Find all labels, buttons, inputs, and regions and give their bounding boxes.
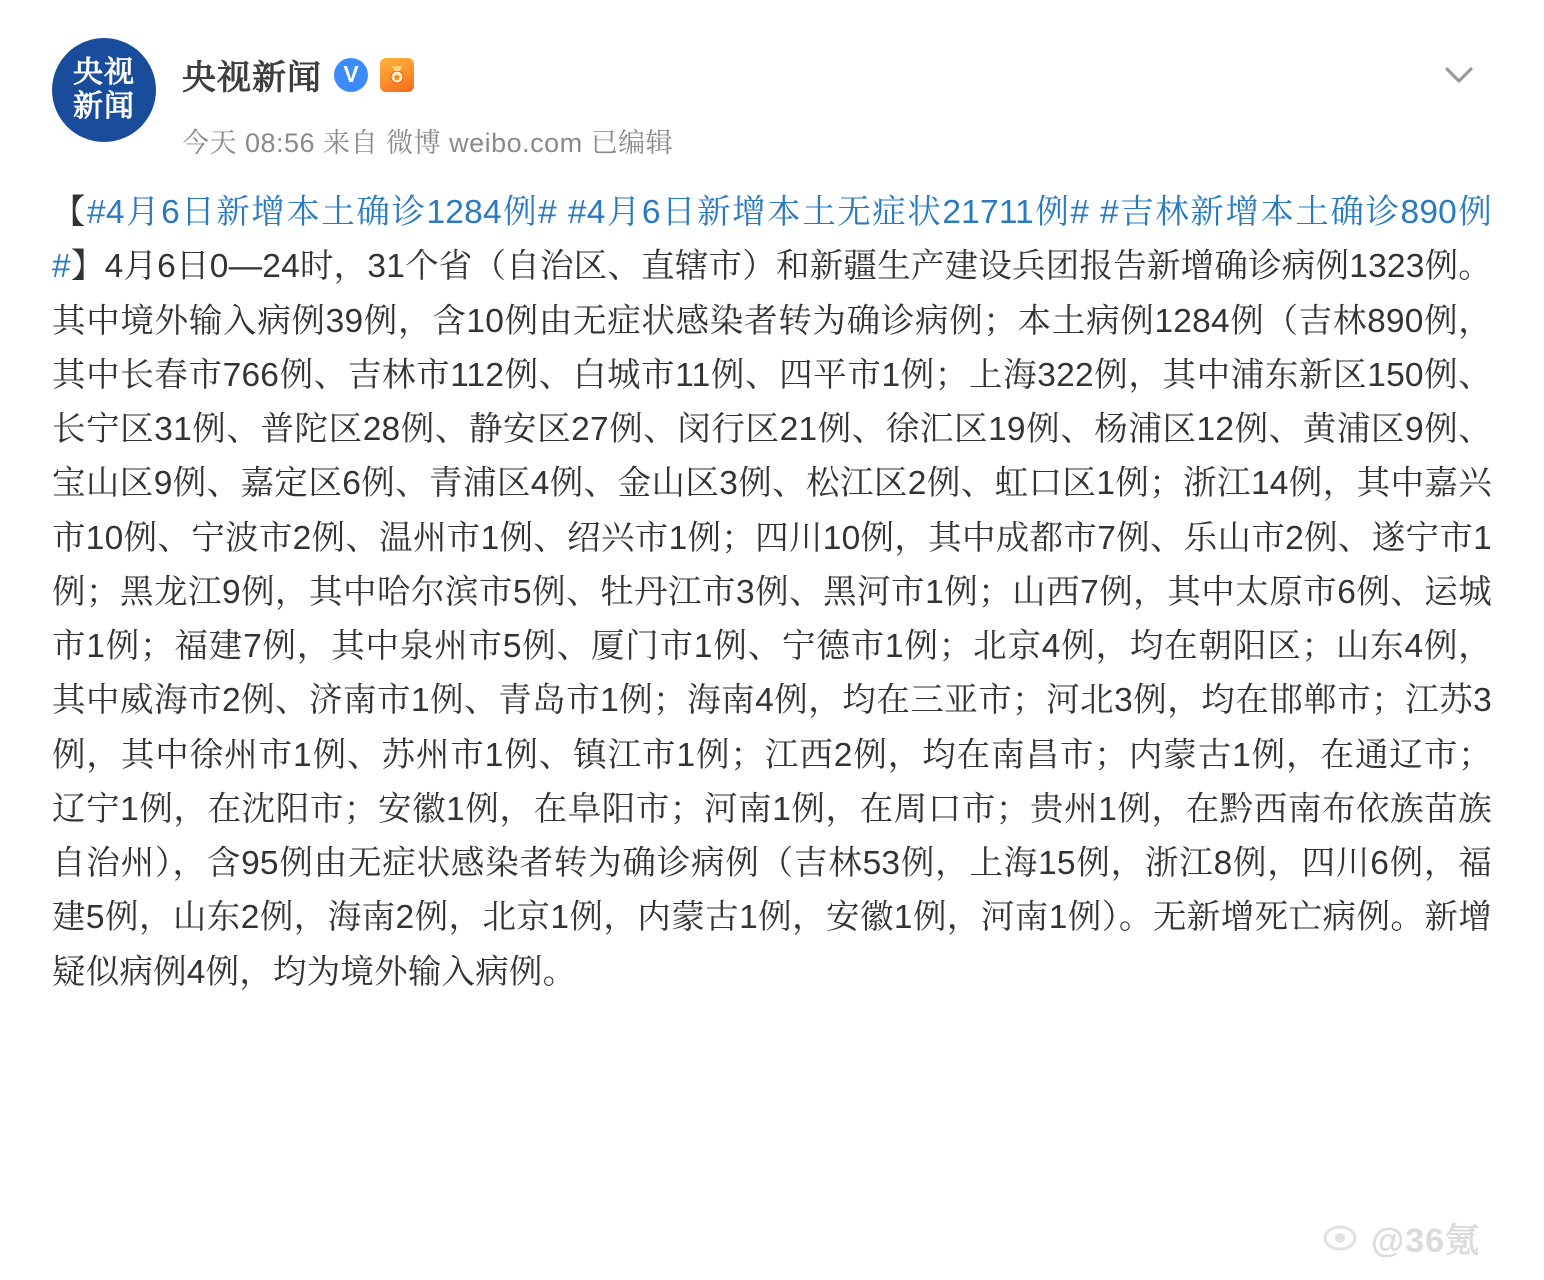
topic-link-2[interactable]: #4月6日新增本土无症状21711例# xyxy=(567,194,1090,231)
post-content xyxy=(52,186,1492,1000)
topic-link-1[interactable]: #4月6日新增本土确诊1284例# xyxy=(87,194,558,231)
post-edited-flag: 已编辑 xyxy=(590,128,674,158)
post-header-text xyxy=(182,38,673,160)
post-header xyxy=(52,38,1492,160)
post-time[interactable]: 今天 08:56 xyxy=(182,128,316,158)
topic-bracket-close: 】 xyxy=(70,248,105,286)
topic-link-3[interactable]: #吉林新增本土确诊890例# xyxy=(52,194,1493,286)
topic-bracket-open: 【 xyxy=(52,194,88,231)
avatar-label-line1: 央视 xyxy=(73,55,135,89)
post-meta xyxy=(182,121,673,160)
orange-medal-icon[interactable] xyxy=(380,58,414,92)
author-row xyxy=(182,50,673,99)
post-source[interactable]: 微博 weibo.com xyxy=(386,128,583,158)
weibo-eye-icon xyxy=(1319,1217,1361,1259)
chevron-down-icon[interactable] xyxy=(1436,52,1482,98)
post-source-prefix: 来自 xyxy=(323,128,379,158)
watermark xyxy=(1319,1213,1480,1262)
avatar[interactable] xyxy=(52,38,156,142)
author-nickname[interactable]: 央视新闻 xyxy=(182,59,322,97)
post-body-text: 4月6日0—24时，31个省（自治区、直辖市）和新疆生产建设兵团报告新增确诊病例1323例。其中境外输入病例39例，含10例由无症状感染者转为确诊病例；本土病例1284例（吉林890例，其中长春市766例、吉林市112例、白城市11例、四平市1例；上海322例，其中浦东新区150例、长宁区31例、普陀区28例、静安区27例、闵行区21例、徐汇区19例、杨浦区12例、黄浦区9例、宝山区9例、嘉定区6例、青浦区4例、金山区3例、松江区2例、虹口区1例；浙江14例，其中嘉兴市10例、宁波市2例、温州市1例、绍兴市1例；四川10例，其中成都市7例、乐山市2例、遂宁市1例；黑龙江9例，其中哈尔滨市5例、牡丹江市3例、黑河市1例；山西7例，其中太原市6例、运城市1例；福建7例，其中泉州市5例、厦门市1例、宁德市1例；北京4例，均在朝阳区；山东4例，其中威海市2例、济南市1例、青岛市1例；海南4例，均在三亚市；河北3例，均在邯郸市；江苏3例，其中徐州市1例、苏州市1例、镇江市1例；江西2例，均在南昌市；内蒙古1例，在通辽市；辽宁1例，在沈阳市；安徽1例，在阜阳市；河南1例，在周口市；贵州1例，在黔西南布依族苗族自治州），含95例由无症状感染者转为确诊病例（吉林53例，上海15例，浙江8例，四川6例，福建5例，山东2例，海南2例，北京1例，内蒙古1例，安徽1例，河南1例）。无新增死亡病例。新增疑似病例4例，均为境外输入病例。 xyxy=(52,248,1493,991)
blue-verified-icon[interactable]: V xyxy=(334,58,368,92)
watermark-text: @36氪 xyxy=(1371,1222,1480,1260)
avatar-label-line2: 新闻 xyxy=(73,90,135,123)
